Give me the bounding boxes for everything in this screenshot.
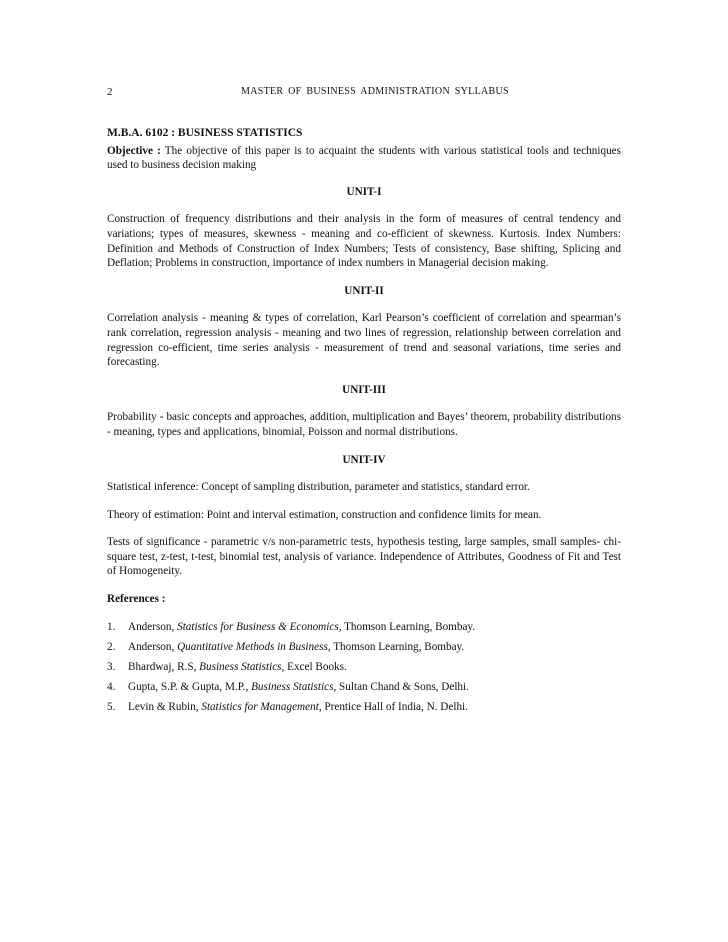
reference-author: Anderson, (128, 620, 178, 633)
unit-paragraph: Probability - basic concepts and approaches, addition, multiplication and Bayes’ theorem, probability distributions - meaning, types and applications, binomial, Poisson and normal distributions. (107, 411, 621, 438)
reference-author: Bhardwaj, R.S, (128, 660, 200, 673)
reference-author: Anderson, (128, 640, 178, 653)
reference-publisher: , Prentice Hall of India, N. Delhi. (318, 700, 468, 713)
reference-number: 3. (107, 660, 116, 673)
unit-heading: UNIT-I (346, 185, 382, 198)
reference-title: Statistics for Management (201, 700, 319, 713)
reference-item (107, 621, 621, 633)
unit-paragraph: Tests of significance - parametric v/s non-parametric tests, hypothesis testing, large samples, small samples- chi-square test, z-test, t-test, binomial test, analysis of variance. Independence of Attributes, Goodness of Fit and Test of Homogeneity. (107, 536, 621, 578)
objective-text: The objective of this paper is to acquaint the students with various statistical tools and techniques used to business decision making (107, 144, 622, 172)
reference-item (107, 641, 621, 653)
objective-label: Objective : (107, 144, 161, 157)
reference-number: 1. (107, 620, 116, 633)
unit-paragraph: Theory of estimation: Point and interval estimation, construction and confidence limits for mean. (107, 508, 542, 521)
reference-publisher: , Sultan Chand & Sons, Delhi. (333, 680, 469, 693)
reference-author: Gupta, S.P. & Gupta, M.P., (128, 680, 252, 693)
reference-title: Statistics for Business & Economics (177, 620, 339, 633)
reference-item (107, 701, 621, 713)
reference-number: 2. (107, 640, 116, 653)
reference-item (107, 661, 621, 673)
reference-author: Levin & Rubin, (128, 700, 202, 713)
unit-3-section (107, 383, 621, 440)
reference-title: Business Statistics (251, 680, 334, 693)
reference-title: Business Statistics (199, 660, 282, 673)
reference-title: Quantitative Methods in Business (177, 640, 328, 653)
reference-item (107, 681, 621, 693)
unit-paragraph: Correlation analysis - meaning & types of correlation, Karl Pearson’s coefficient of correlation and spearman’s rank correlation, regression analysis - meaning and two lines of regression, relationship between correlation and regression co-efficient, time series analysis - measurement of trend and seasonal variations, time series and forecasting. (107, 312, 621, 369)
reference-publisher: , Thomson Learning, Bombay. (327, 640, 465, 653)
unit-4-section (107, 453, 621, 580)
document-body (107, 126, 621, 721)
reference-publisher: , Thomson Learning, Bombay. (338, 620, 476, 633)
unit-2-section (107, 284, 621, 370)
unit-paragraph: Statistical inference: Concept of sampling distribution, parameter and statistics, standard error. (107, 481, 530, 494)
unit-paragraph: Construction of frequency distributions and their analysis in the form of measures of central tendency and variations; types of measures, skewness - meaning and co-efficient of skewness. Kurtosis. Index Numbers: Definition and Methods of Construction of Index Numbers; Tests of consistency, Base shifting, Splicing and Deflation; Problems in construction, importance of index numbers in Managerial decision making. (107, 213, 621, 270)
running-title: MASTER OF BUSINESS ADMINISTRATION SYLLABUS (241, 86, 509, 97)
references-list (107, 621, 621, 713)
page-header (107, 86, 621, 100)
reference-publisher: , Excel Books. (281, 660, 347, 673)
unit-heading: UNIT-III (342, 383, 386, 396)
objective-paragraph (107, 144, 621, 173)
unit-heading: UNIT-IV (342, 453, 386, 466)
reference-number: 4. (107, 680, 116, 693)
reference-number: 5. (107, 700, 116, 713)
unit-1-section (107, 185, 621, 271)
references-heading: References : (107, 593, 166, 606)
page-number: 2 (107, 86, 113, 98)
unit-heading: UNIT-II (344, 284, 384, 297)
course-title: M.B.A. 6102 : BUSINESS STATISTICS (107, 127, 303, 139)
